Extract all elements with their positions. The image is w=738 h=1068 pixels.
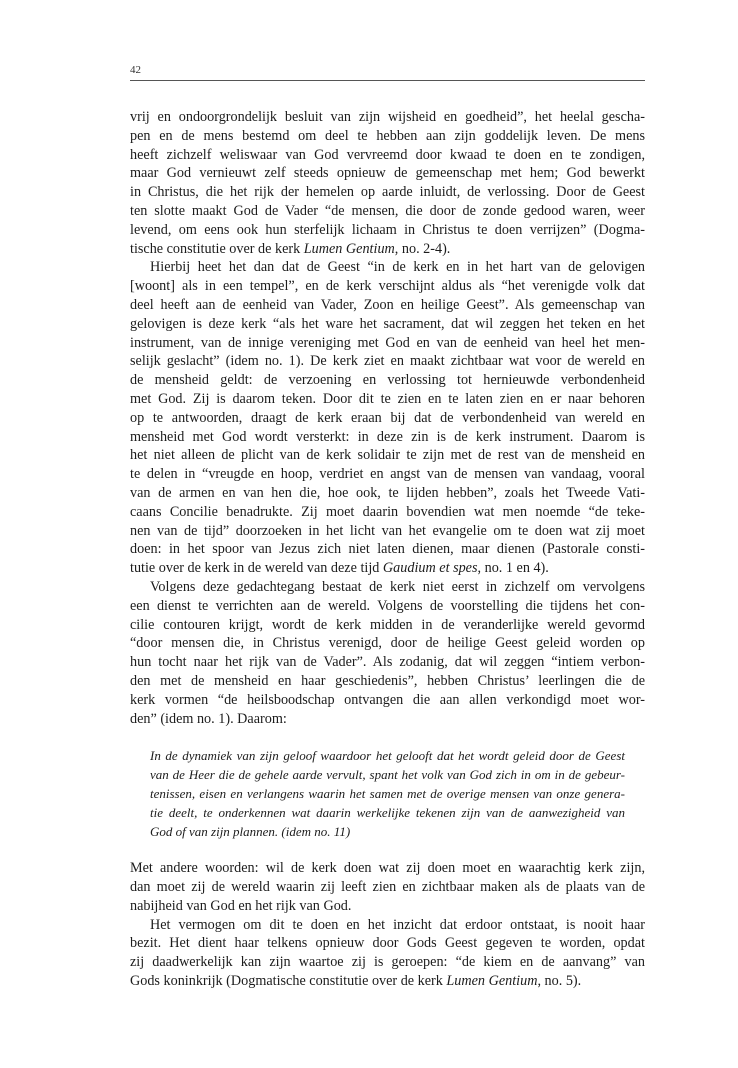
- text-line: tenissen, eisen en verlangens waarin het samen met de overige mensen van onze genera-: [150, 786, 625, 802]
- text-line: nen van de tijd” doorzoeken in het licht van het evangelie om te doen wat zij moet: [130, 522, 645, 539]
- text-line: doen: in het spoor van Jezus zich niet laten dienen, maar dienen (Pastorale consti-: [130, 541, 645, 558]
- text-line: instrument, van de innige vereniging met God en van de eenheid van heel het men-: [130, 334, 645, 351]
- text-line: nabijheid van God en het rijk van God.: [130, 897, 352, 914]
- italic-title: Gaudium et spes: [382, 560, 478, 577]
- text-line: In de dynamiek van zijn geloof waardoor het gelooft dat het wordt geleid door de Geest: [150, 748, 625, 764]
- paragraph-continuation: [130, 108, 645, 258]
- text-line: het niet alleen de plicht van de kerk solidair te zijn met de rest van de mensheid en: [130, 447, 645, 464]
- text-segment: tische constitutie over de kerk: [130, 240, 304, 257]
- text-segment: Gods koninkrijk (Dogmatische constitutie over de kerk: [130, 973, 447, 990]
- text-line: heeft zichzelf weliswaar van God vervreemd door kwaad te doen en te zondigen,: [130, 146, 645, 163]
- text-line: Hierbij heet het dan dat de Geest “in de kerk en in het hart van de gelovigen: [150, 259, 645, 276]
- text-line: gelovigen is deze kerk “als het ware het sacrament, dat wil zeggen het teken en het: [130, 315, 645, 332]
- text-line: ten slotte maakt God de Vader “de mensen, die door de zonde gedood waren, weer: [130, 202, 645, 219]
- text-line: [woont] als in een tempel”, en de kerk verschijnt aldus als “het verenigde volk dat: [130, 278, 645, 295]
- text-line: den” (idem no. 1). Daarom:: [130, 710, 287, 727]
- text-line: in Christus, die het rijk der hemelen op aarde inluidt, de verlossing. Door de Geest: [130, 184, 645, 201]
- text-line: pen en de mens bestemd om deel te hebben aan zijn goddelijk leven. De mens: [130, 127, 645, 144]
- text-line: te delen in “vreugde en hoop, verdriet en angst van de mensen van vandaag, vooral: [130, 466, 645, 483]
- text-line: de mensheid geldt: de verzoening en verlossing tot hernieuwde verbondenheid: [130, 372, 645, 389]
- italic-title: Lumen Gentium: [303, 240, 395, 257]
- text-line: met God. Zij is daarom teken. Door dit te zien en te laten zien en er naar behoren: [130, 390, 645, 407]
- text-line: van de armen en van hen die, hoe ook, te lijden hebben”, zoals het Tweede Vati-: [130, 484, 645, 501]
- text-line: op te antwoorden, draagt de kerk eraan bij dat de verbondenheid van wereld en: [130, 409, 645, 426]
- text-line: den met de mensheid en haar geschiedenis”, hebben Christus’ leerlingen die de: [130, 672, 645, 689]
- text-line: hun tocht naar het rijk van de Vader”. Als zodanig, dat wil zeggen “intiem verbon-: [130, 654, 645, 671]
- text-line: maar God vernieuwt zelf steeds opnieuw de gemeenschap met hem; God bewerkt: [130, 165, 645, 182]
- text-line: selijk geslacht” (idem no. 1). De kerk ziet en maakt zichtbaar wat voor de wereld en: [130, 353, 645, 370]
- paragraph: [130, 859, 645, 915]
- text-line: “door mensen die, in Christus verenigd, door de heilige Geest geleid worden op: [130, 635, 645, 652]
- page-number: 42: [130, 64, 141, 76]
- header-rule: [130, 80, 645, 81]
- text-line: een dienst te verrichten aan de wereld. Volgens de voorstelling die tijdens het con-: [130, 597, 645, 614]
- text-segment: , no. 2-4).: [394, 240, 451, 257]
- paragraph: [130, 578, 645, 728]
- text-line: vrij en ondoorgrondelijk besluit van zijn wijsheid en goedheid”, het heelal gescha-: [130, 109, 645, 125]
- block-quote: [150, 746, 625, 841]
- text-line: [130, 972, 645, 991]
- text-line: Het vermogen om dit te doen en het inzicht dat erdoor ontstaat, is nooit haar: [150, 916, 645, 933]
- text-line: caans Concilie benadrukte. Zij moet daarin bovendien wat men noemde “de teke-: [130, 503, 645, 520]
- text-segment: tutie over de kerk in de wereld van deze tijd: [130, 560, 383, 577]
- text-line: God of van zijn plannen. (idem no. 11): [150, 824, 351, 840]
- text-line: zij daadwerkelijk kan zijn waartoe zij is geroepen: “de kiem en de aanvang” van: [130, 954, 645, 971]
- text-line: mensheid met God wordt versterkt: in deze zin is de kerk instrument. Daarom is: [130, 428, 645, 445]
- paragraph: [130, 916, 645, 991]
- text-line: Volgens deze gedachtegang bestaat de kerk niet eerst in zichzelf om vervolgens: [150, 578, 645, 595]
- text-line: levend, om eens ook hun sterfelijk lichaam in Christus te doen verrijzen” (Dogma-: [130, 221, 645, 238]
- text-line: deel heeft aan de eenheid van Vader, Zoon en heilige Geest”. Als gemeenschap van: [130, 296, 645, 313]
- text-line: [130, 559, 645, 578]
- text-segment: , no. 5).: [537, 973, 582, 990]
- text-line: cilie contouren krijgt, wordt de kerk midden in de veranderlijke wereld gevormd: [130, 616, 645, 633]
- text-line: Met andere woorden: wil de kerk doen wat zij doen moet en waarachtig kerk zijn,: [130, 860, 645, 877]
- paragraph: [130, 258, 645, 578]
- italic-title: Lumen Gentium: [446, 973, 538, 990]
- text-line: bezit. Het dient haar telkens opnieuw door Gods Geest gegeven te worden, opdat: [130, 935, 645, 952]
- text-line: kerk vormen “de heilsboodschap ontvangen die aan allen verkondigd moet wor-: [130, 691, 645, 708]
- text-line: tie deelt, te onderkennen wat daarin werkelijke tekenen zijn van de aanwezigheid van: [150, 805, 625, 821]
- body-text: [130, 108, 645, 991]
- text-segment: , no. 1 en 4).: [477, 560, 549, 577]
- text-line: [130, 240, 645, 259]
- text-line: van de Heer die de gehele aarde vervult, spant het volk van God zich in om in de gebeur-: [150, 767, 625, 783]
- text-line: dan moet zij de wereld waarin zij leeft zien en zichtbaar maken als de plaats van de: [130, 879, 645, 896]
